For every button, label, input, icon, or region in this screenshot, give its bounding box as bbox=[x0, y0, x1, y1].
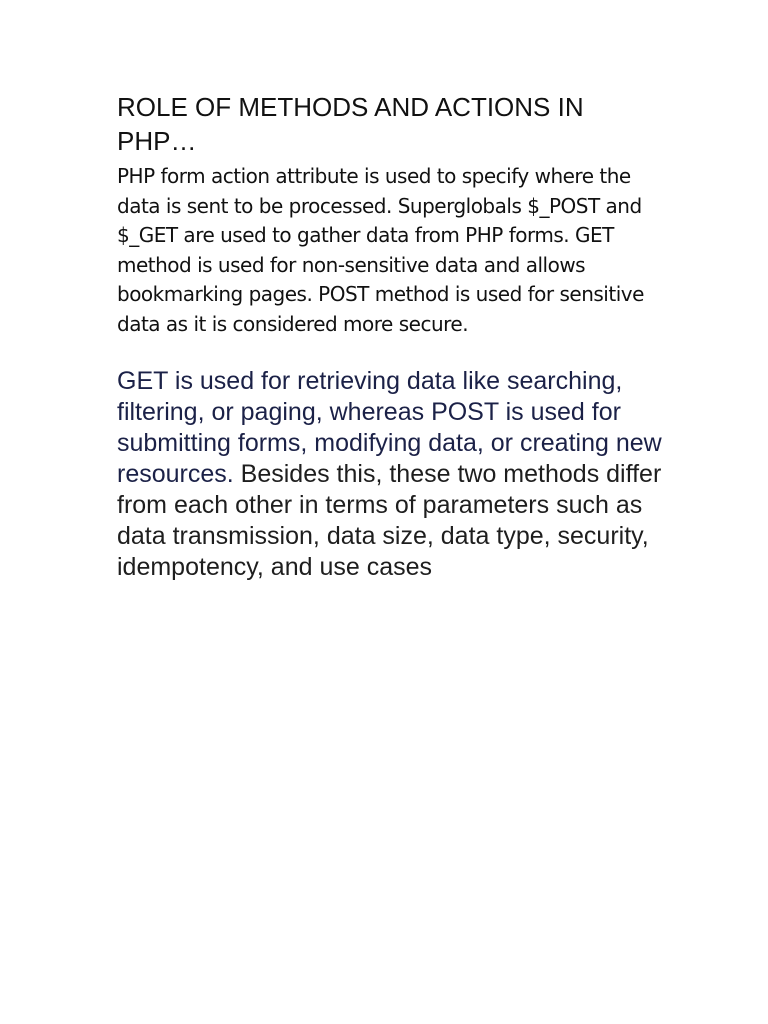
paragraph-get-vs-post-lead: GET is used for retrieving data like searching, filtering, or paging, whereas POST is used for submitting forms, modifying data, or creating new resources. bbox=[117, 367, 662, 488]
paragraph-php-form-action: PHP form action attribute is used to specify where the data is sent to be processed. Superglobals $_POST and $_GET are used to gather data from PHP forms. GET method is used for non-sensitive data and allows bookmarking pages. POST method is used for sensitive data as it is considered more secure. bbox=[117, 164, 644, 336]
paragraph-get-vs-post bbox=[117, 366, 662, 583]
document-body bbox=[117, 90, 662, 583]
paragraph-get-vs-post-rest: Besides this, these two methods differ from each other in terms of parameters such as data transmission, data size, data type, security, idempotency, and use cases bbox=[117, 460, 662, 581]
document-title: ROLE OF METHODS AND ACTIONS IN PHP… bbox=[117, 92, 584, 156]
